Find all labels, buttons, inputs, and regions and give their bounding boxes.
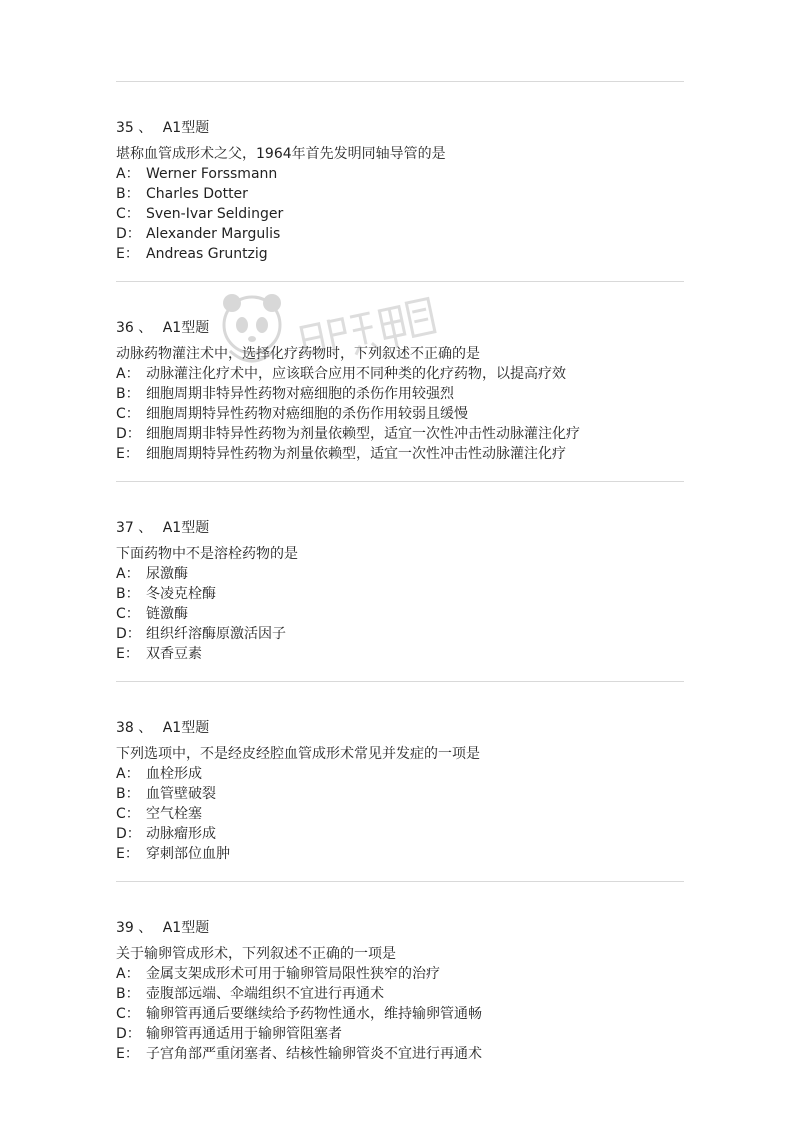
question-number: 39 bbox=[116, 920, 134, 936]
question-stem: 下列选项中，不是经皮经腔血管成形术常见并发症的一项是 bbox=[116, 746, 480, 762]
option-letter: A： bbox=[116, 166, 140, 182]
option-c[interactable] bbox=[116, 404, 696, 424]
question-type: A1型题 bbox=[162, 720, 210, 736]
option-letter: B： bbox=[116, 586, 140, 602]
option-letter: C： bbox=[116, 606, 140, 622]
divider bbox=[116, 681, 684, 682]
option-letter: D： bbox=[116, 626, 141, 642]
option-letter: D： bbox=[116, 826, 141, 842]
option-letter: D： bbox=[116, 226, 141, 242]
option-text: 双香豆素 bbox=[146, 646, 202, 662]
option-letter: C： bbox=[116, 206, 140, 222]
option-c[interactable] bbox=[116, 1004, 696, 1024]
question-37 bbox=[116, 518, 696, 664]
option-c[interactable] bbox=[116, 204, 696, 224]
question-sep: 、 bbox=[138, 520, 153, 536]
question-number: 37 bbox=[116, 520, 134, 536]
question-stem: 动脉药物灌注术中，选择化疗药物时，下列叙述不正确的是 bbox=[116, 346, 480, 362]
option-text: 穿刺部位血肿 bbox=[146, 846, 230, 862]
option-text: 子宫角部严重闭塞者、结核性输卵管炎不宜进行再通术 bbox=[146, 1046, 482, 1062]
option-a[interactable] bbox=[116, 764, 696, 784]
option-text: Andreas Gruntzig bbox=[146, 246, 268, 262]
option-text: 金属支架成形术可用于输卵管局限性狭窄的治疗 bbox=[146, 966, 440, 982]
option-letter: A： bbox=[116, 366, 140, 382]
option-text: 血栓形成 bbox=[146, 766, 202, 782]
option-letter: A： bbox=[116, 766, 140, 782]
option-d[interactable] bbox=[116, 224, 696, 244]
question-header bbox=[116, 718, 696, 738]
question-39 bbox=[116, 918, 696, 1064]
question-type: A1型题 bbox=[162, 920, 210, 936]
option-text: 动脉瘤形成 bbox=[146, 826, 216, 842]
option-text: Sven-Ivar Seldinger bbox=[146, 206, 284, 222]
question-stem: 关于输卵管成形术，下列叙述不正确的一项是 bbox=[116, 946, 396, 962]
option-text: 输卵管再通后要继续给予药物性通水，维持输卵管通畅 bbox=[146, 1006, 482, 1022]
option-letter: C： bbox=[116, 406, 140, 422]
option-letter: B： bbox=[116, 986, 140, 1002]
option-e[interactable] bbox=[116, 444, 696, 464]
option-letter: E： bbox=[116, 646, 139, 662]
question-header bbox=[116, 518, 696, 538]
option-d[interactable] bbox=[116, 1024, 696, 1044]
option-text: 空气栓塞 bbox=[146, 806, 202, 822]
option-text: 壶腹部远端、伞端组织不宜进行再通术 bbox=[146, 986, 384, 1002]
option-letter: C： bbox=[116, 1006, 140, 1022]
option-text: 冬凌克栓酶 bbox=[146, 586, 216, 602]
question-sep: 、 bbox=[138, 920, 153, 936]
divider bbox=[116, 881, 684, 882]
option-d[interactable] bbox=[116, 624, 696, 644]
option-text: 输卵管再通适用于输卵管阻塞者 bbox=[146, 1026, 342, 1042]
option-b[interactable] bbox=[116, 984, 696, 1004]
option-b[interactable] bbox=[116, 784, 696, 804]
question-stem: 下面药物中不是溶栓药物的是 bbox=[116, 546, 298, 562]
option-text: Werner Forssmann bbox=[146, 166, 278, 182]
question-sep: 、 bbox=[138, 120, 153, 136]
option-a[interactable] bbox=[116, 564, 696, 584]
question-35 bbox=[116, 118, 696, 264]
option-d[interactable] bbox=[116, 824, 696, 844]
option-text: 链激酶 bbox=[146, 606, 188, 622]
option-a[interactable] bbox=[116, 164, 696, 184]
divider bbox=[116, 481, 684, 482]
question-38 bbox=[116, 718, 696, 864]
option-letter: B： bbox=[116, 786, 140, 802]
question-type: A1型题 bbox=[162, 520, 210, 536]
option-letter: E： bbox=[116, 846, 139, 862]
question-header bbox=[116, 318, 696, 338]
option-d[interactable] bbox=[116, 424, 696, 444]
option-e[interactable] bbox=[116, 844, 696, 864]
question-header bbox=[116, 918, 696, 938]
option-letter: A： bbox=[116, 566, 140, 582]
option-c[interactable] bbox=[116, 804, 696, 824]
question-number: 38 bbox=[116, 720, 134, 736]
option-a[interactable] bbox=[116, 964, 696, 984]
option-text: 细胞周期特异性药物对癌细胞的杀伤作用较弱且缓慢 bbox=[146, 406, 468, 422]
option-text: 细胞周期特异性药物为剂量依赖型，适宜一次性冲击性动脉灌注化疗 bbox=[146, 446, 566, 462]
option-letter: C： bbox=[116, 806, 140, 822]
option-e[interactable] bbox=[116, 644, 696, 664]
option-text: 动脉灌注化疗术中，应该联合应用不同种类的化疗药物，以提高疗效 bbox=[146, 366, 566, 382]
question-type: A1型题 bbox=[162, 320, 210, 336]
option-b[interactable] bbox=[116, 584, 696, 604]
question-36 bbox=[116, 318, 696, 464]
option-text: Alexander Margulis bbox=[146, 226, 281, 242]
divider-top bbox=[116, 81, 684, 82]
option-b[interactable] bbox=[116, 184, 696, 204]
question-number: 36 bbox=[116, 320, 134, 336]
divider bbox=[116, 281, 684, 282]
question-sep: 、 bbox=[138, 320, 153, 336]
option-letter: D： bbox=[116, 426, 141, 442]
option-text: 细胞周期非特异性药物对癌细胞的杀伤作用较强烈 bbox=[146, 386, 454, 402]
option-b[interactable] bbox=[116, 384, 696, 404]
question-stem: 堪称血管成形术之父，1964年首先发明同轴导管的是 bbox=[116, 146, 446, 162]
option-a[interactable] bbox=[116, 364, 696, 384]
option-text: 细胞周期非特异性药物为剂量依赖型，适宜一次性冲击性动脉灌注化疗 bbox=[146, 426, 580, 442]
question-number: 35 bbox=[116, 120, 134, 136]
question-sep: 、 bbox=[138, 720, 153, 736]
question-type: A1型题 bbox=[162, 120, 210, 136]
option-letter: E： bbox=[116, 446, 139, 462]
option-letter: E： bbox=[116, 1046, 139, 1062]
option-e[interactable] bbox=[116, 1044, 696, 1064]
question-header bbox=[116, 118, 696, 138]
option-text: Charles Dotter bbox=[146, 186, 248, 202]
option-letter: E： bbox=[116, 246, 139, 262]
option-text: 血管壁破裂 bbox=[146, 786, 216, 802]
option-letter: B： bbox=[116, 186, 140, 202]
option-c[interactable] bbox=[116, 604, 696, 624]
option-text: 尿激酶 bbox=[146, 566, 188, 582]
option-letter: A： bbox=[116, 966, 140, 982]
option-text: 组织纤溶酶原激活因子 bbox=[146, 626, 286, 642]
option-e[interactable] bbox=[116, 244, 696, 264]
option-letter: D： bbox=[116, 1026, 141, 1042]
option-letter: B： bbox=[116, 386, 140, 402]
